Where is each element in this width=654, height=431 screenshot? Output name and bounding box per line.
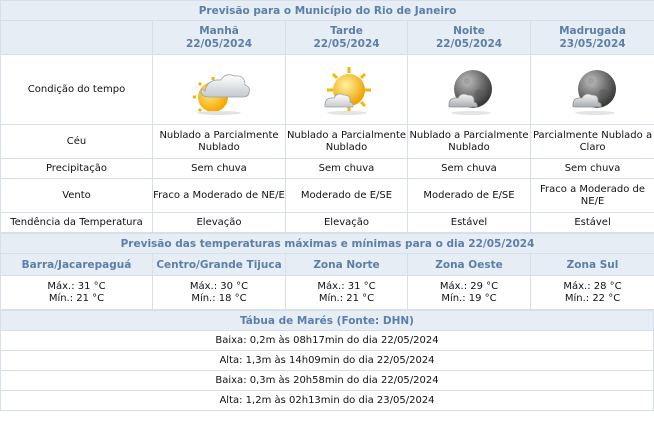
row-label-vento: Vento [1, 179, 153, 213]
tides-table [0, 310, 654, 411]
row-label-condicao: Condição do tempo [1, 55, 153, 125]
partly-cloudy-sun-icon [187, 65, 251, 115]
vento-value: Fraco a Moderado de NE/E [531, 179, 654, 213]
weather-icon-cell [286, 55, 408, 125]
sun-with-cloud-icon [315, 65, 379, 115]
temp-max: Máx.: 30 °C [189, 280, 249, 292]
vento-value: Moderado de E/SE [286, 179, 408, 213]
period-header-manha [153, 21, 286, 55]
zone-temps [408, 276, 531, 310]
moon-with-cloud-icon [561, 65, 625, 115]
weather-icon-cell [408, 55, 531, 125]
temp-min: Mín.: 19 °C [441, 292, 497, 304]
temp-max: Máx.: 31 °C [317, 280, 376, 292]
temp-min: Mín.: 18 °C [191, 292, 247, 304]
zone-temps [1, 276, 153, 310]
tendencia-value: Estável [531, 213, 654, 233]
forecast-title: Previsão para o Município do Rio de Janeiro [1, 1, 654, 21]
zone-name-sul: Zona Sul [531, 254, 654, 276]
row-label-ceu: Céu [1, 125, 153, 159]
tendencia-value: Elevação [286, 213, 408, 233]
temp-min: Mín.: 21 °C [48, 292, 105, 304]
period-date: 22/05/2024 [435, 37, 503, 50]
precip-value: Sem chuva [153, 159, 286, 179]
moon-with-cloud-icon [437, 65, 501, 115]
zone-name-barra: Barra/Jacarepaguá [1, 254, 153, 276]
zone-temps [286, 276, 408, 310]
vento-value: Fraco a Moderado de NE/E [153, 179, 286, 213]
period-header-madrugada [531, 21, 654, 55]
precip-value: Sem chuva [408, 159, 531, 179]
temp-min: Mín.: 21 °C [318, 292, 375, 304]
period-header-noite [408, 21, 531, 55]
precip-value: Sem chuva [531, 159, 654, 179]
temperatures-title: Previsão das temperaturas máximas e mínimas para o dia 22/05/2024 [1, 234, 654, 254]
weather-icon-cell [153, 55, 286, 125]
temp-max: Máx.: 29 °C [439, 280, 499, 292]
tide-row: Baixa: 0,2m às 08h17min do dia 22/05/2024 [1, 331, 654, 351]
weather-icon-cell [531, 55, 654, 125]
zone-name-norte: Zona Norte [286, 254, 408, 276]
period-name: Noite [453, 24, 485, 37]
zone-temps [153, 276, 286, 310]
tendencia-value: Estável [408, 213, 531, 233]
ceu-value: Parcialmente Nublado a Claro [531, 125, 654, 159]
ceu-value: Nublado a Parcialmente Nublado [286, 125, 408, 159]
zone-temps [531, 276, 654, 310]
vento-value: Moderado de E/SE [408, 179, 531, 213]
tides-title: Tábua de Marés (Fonte: DHN) [1, 311, 654, 331]
ceu-value: Nublado a Parcialmente Nublado [408, 125, 531, 159]
period-date: 23/05/2024 [559, 37, 626, 50]
precip-value: Sem chuva [286, 159, 408, 179]
ceu-value: Nublado a Parcialmente Nublado [153, 125, 286, 159]
period-name: Tarde [330, 24, 363, 37]
temp-max: Máx.: 31 °C [47, 280, 106, 292]
zone-name-oeste: Zona Oeste [408, 254, 531, 276]
period-date: 22/05/2024 [313, 37, 380, 50]
tide-row: Alta: 1,3m às 14h09min do dia 22/05/2024 [1, 351, 654, 371]
zone-name-centro: Centro/Grande Tijuca [153, 254, 286, 276]
temp-max: Máx.: 28 °C [563, 280, 622, 292]
row-label-precipitacao: Precipitação [1, 159, 153, 179]
tide-row: Alta: 1,2m às 02h13min do dia 23/05/2024 [1, 391, 654, 411]
temp-min: Mín.: 22 °C [564, 292, 621, 304]
temperatures-table [0, 233, 654, 310]
tide-row: Baixa: 0,3m às 20h58min do dia 22/05/2024 [1, 371, 654, 391]
period-name: Manhã [199, 24, 239, 37]
empty-corner [1, 21, 153, 55]
tendencia-value: Elevação [153, 213, 286, 233]
row-label-tendencia: Tendência da Temperatura [1, 213, 153, 233]
period-date: 22/05/2024 [185, 37, 253, 50]
period-name: Madrugada [559, 24, 626, 37]
period-header-tarde [286, 21, 408, 55]
